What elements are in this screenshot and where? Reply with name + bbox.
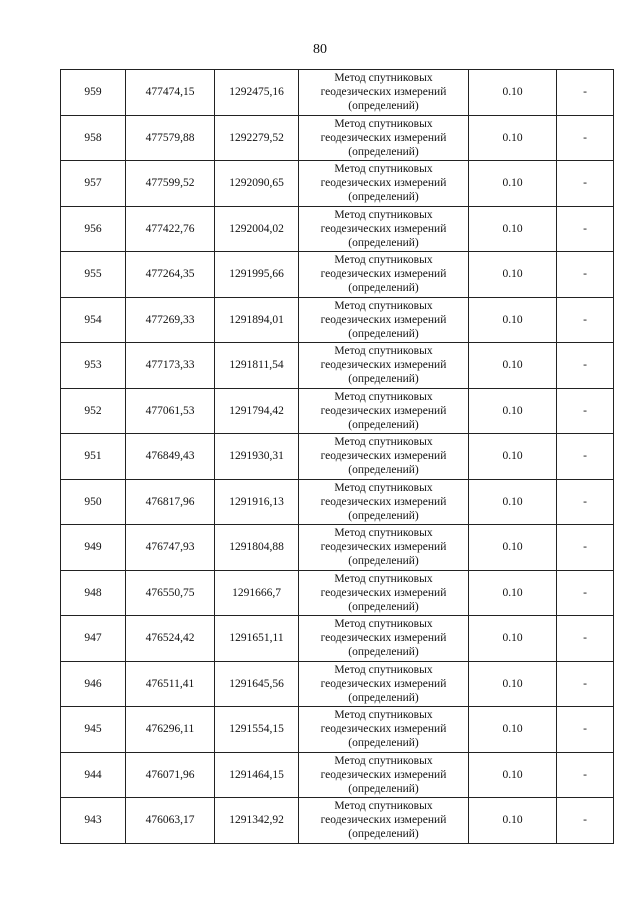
- table-row: [61, 115, 614, 161]
- precision-cell: 0.10: [469, 70, 557, 116]
- description-cell: -: [557, 70, 614, 116]
- description-cell: -: [557, 752, 614, 798]
- precision-cell: 0.10: [469, 252, 557, 298]
- y-coordinate-cell: 1291930,31: [215, 434, 299, 480]
- point-number-cell: 958: [61, 115, 126, 161]
- y-coordinate-cell: 1291651,11: [215, 616, 299, 662]
- point-number-cell: 957: [61, 161, 126, 207]
- point-number-cell: 959: [61, 70, 126, 116]
- x-coordinate-cell: 477173,33: [126, 343, 215, 389]
- y-coordinate-cell: 1291645,56: [215, 661, 299, 707]
- x-coordinate-cell: 476817,96: [126, 479, 215, 525]
- x-coordinate-cell: 476550,75: [126, 570, 215, 616]
- table-row: [61, 206, 614, 252]
- precision-cell: 0.10: [469, 570, 557, 616]
- point-number-cell: 952: [61, 388, 126, 434]
- precision-cell: 0.10: [469, 388, 557, 434]
- table-row: [61, 525, 614, 571]
- table-row: [61, 570, 614, 616]
- description-cell: -: [557, 661, 614, 707]
- table-row: [61, 161, 614, 207]
- point-number-cell: 953: [61, 343, 126, 389]
- x-coordinate-cell: 476849,43: [126, 434, 215, 480]
- description-cell: -: [557, 297, 614, 343]
- table-row: [61, 343, 614, 389]
- y-coordinate-cell: 1291916,13: [215, 479, 299, 525]
- y-coordinate-cell: 1291464,15: [215, 752, 299, 798]
- x-coordinate-cell: 477264,35: [126, 252, 215, 298]
- x-coordinate-cell: 477474,15: [126, 70, 215, 116]
- table-row: [61, 661, 614, 707]
- table-row: [61, 70, 614, 116]
- description-cell: -: [557, 616, 614, 662]
- description-cell: -: [557, 570, 614, 616]
- table-row: [61, 707, 614, 753]
- point-number-cell: 951: [61, 434, 126, 480]
- method-cell: Метод спутниковых геодезических измерений (определений): [299, 616, 469, 662]
- method-cell: Метод спутниковых геодезических измерений (определений): [299, 115, 469, 161]
- y-coordinate-cell: 1291894,01: [215, 297, 299, 343]
- y-coordinate-cell: 1291342,92: [215, 798, 299, 844]
- method-cell: Метод спутниковых геодезических измерений (определений): [299, 297, 469, 343]
- point-number-cell: 950: [61, 479, 126, 525]
- precision-cell: 0.10: [469, 525, 557, 571]
- description-cell: -: [557, 525, 614, 571]
- x-coordinate-cell: 476747,93: [126, 525, 215, 571]
- description-cell: -: [557, 252, 614, 298]
- description-cell: -: [557, 161, 614, 207]
- point-number-cell: 954: [61, 297, 126, 343]
- method-cell: Метод спутниковых геодезических измерений (определений): [299, 70, 469, 116]
- x-coordinate-cell: 476071,96: [126, 752, 215, 798]
- method-cell: Метод спутниковых геодезических измерений (определений): [299, 798, 469, 844]
- y-coordinate-cell: 1291666,7: [215, 570, 299, 616]
- precision-cell: 0.10: [469, 661, 557, 707]
- coordinates-table: [60, 69, 614, 844]
- x-coordinate-cell: 477422,76: [126, 206, 215, 252]
- precision-cell: 0.10: [469, 115, 557, 161]
- method-cell: Метод спутниковых геодезических измерений (определений): [299, 479, 469, 525]
- x-coordinate-cell: 477269,33: [126, 297, 215, 343]
- table-row: [61, 252, 614, 298]
- method-cell: Метод спутниковых геодезических измерений (определений): [299, 388, 469, 434]
- description-cell: -: [557, 798, 614, 844]
- table-row: [61, 798, 614, 844]
- table-row: [61, 752, 614, 798]
- description-cell: -: [557, 479, 614, 525]
- method-cell: Метод спутниковых геодезических измерений (определений): [299, 161, 469, 207]
- point-number-cell: 948: [61, 570, 126, 616]
- description-cell: -: [557, 343, 614, 389]
- point-number-cell: 955: [61, 252, 126, 298]
- table-row: [61, 434, 614, 480]
- point-number-cell: 956: [61, 206, 126, 252]
- method-cell: Метод спутниковых геодезических измерений (определений): [299, 752, 469, 798]
- y-coordinate-cell: 1291804,88: [215, 525, 299, 571]
- table-row: [61, 616, 614, 662]
- precision-cell: 0.10: [469, 752, 557, 798]
- x-coordinate-cell: 476063,17: [126, 798, 215, 844]
- point-number-cell: 943: [61, 798, 126, 844]
- precision-cell: 0.10: [469, 343, 557, 389]
- method-cell: Метод спутниковых геодезических измерений (определений): [299, 252, 469, 298]
- precision-cell: 0.10: [469, 297, 557, 343]
- method-cell: Метод спутниковых геодезических измерений (определений): [299, 434, 469, 480]
- y-coordinate-cell: 1291995,66: [215, 252, 299, 298]
- precision-cell: 0.10: [469, 434, 557, 480]
- precision-cell: 0.10: [469, 479, 557, 525]
- description-cell: -: [557, 115, 614, 161]
- x-coordinate-cell: 476296,11: [126, 707, 215, 753]
- y-coordinate-cell: 1292475,16: [215, 70, 299, 116]
- method-cell: Метод спутниковых геодезических измерений (определений): [299, 661, 469, 707]
- description-cell: -: [557, 206, 614, 252]
- y-coordinate-cell: 1291554,15: [215, 707, 299, 753]
- table-row: [61, 388, 614, 434]
- method-cell: Метод спутниковых геодезических измерений (определений): [299, 570, 469, 616]
- y-coordinate-cell: 1291811,54: [215, 343, 299, 389]
- y-coordinate-cell: 1292090,65: [215, 161, 299, 207]
- table-row: [61, 297, 614, 343]
- precision-cell: 0.10: [469, 616, 557, 662]
- precision-cell: 0.10: [469, 707, 557, 753]
- method-cell: Метод спутниковых геодезических измерений (определений): [299, 707, 469, 753]
- point-number-cell: 945: [61, 707, 126, 753]
- x-coordinate-cell: 476511,41: [126, 661, 215, 707]
- method-cell: Метод спутниковых геодезических измерений (определений): [299, 206, 469, 252]
- x-coordinate-cell: 477061,53: [126, 388, 215, 434]
- precision-cell: 0.10: [469, 161, 557, 207]
- method-cell: Метод спутниковых геодезических измерений (определений): [299, 343, 469, 389]
- x-coordinate-cell: 477579,88: [126, 115, 215, 161]
- x-coordinate-cell: 476524,42: [126, 616, 215, 662]
- point-number-cell: 947: [61, 616, 126, 662]
- point-number-cell: 949: [61, 525, 126, 571]
- table-row: [61, 479, 614, 525]
- page-number: 80: [313, 42, 327, 57]
- point-number-cell: 946: [61, 661, 126, 707]
- y-coordinate-cell: 1291794,42: [215, 388, 299, 434]
- description-cell: -: [557, 434, 614, 480]
- y-coordinate-cell: 1292004,02: [215, 206, 299, 252]
- precision-cell: 0.10: [469, 206, 557, 252]
- x-coordinate-cell: 477599,52: [126, 161, 215, 207]
- precision-cell: 0.10: [469, 798, 557, 844]
- description-cell: -: [557, 388, 614, 434]
- description-cell: -: [557, 707, 614, 753]
- y-coordinate-cell: 1292279,52: [215, 115, 299, 161]
- point-number-cell: 944: [61, 752, 126, 798]
- method-cell: Метод спутниковых геодезических измерений (определений): [299, 525, 469, 571]
- coordinates-table-body: [61, 70, 614, 844]
